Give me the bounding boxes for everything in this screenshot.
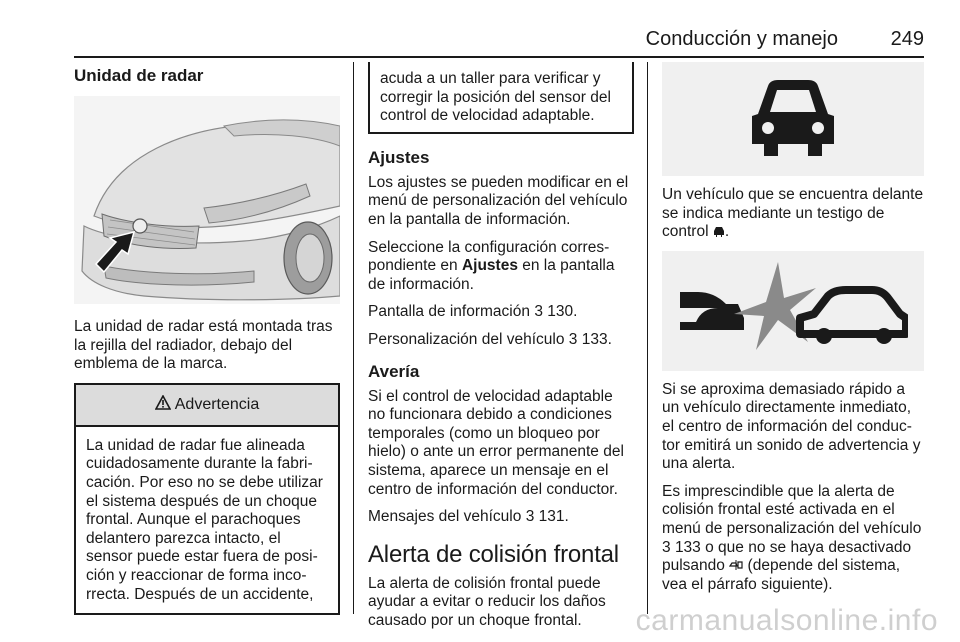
heading-ajustes: Ajustes xyxy=(368,147,430,167)
heading-averia: Avería xyxy=(368,361,420,381)
column-rule-right xyxy=(647,62,648,614)
averia-paragraph: Si el control de velocidad adaptable no funcionara debido a condiciones temporales (como un bloqueo por hielo) o ante un error permanente del sistema, aparece un mensaje en el centro de información del conductor. xyxy=(368,387,624,498)
warning-continued-text: acuda a un taller para verificar y corregir la posición del sensor del control de velocidad adaptable. xyxy=(380,70,611,125)
activation-text-c: (depende del sistema, vea el párrafo siguiente). xyxy=(662,557,901,593)
column-1 xyxy=(74,62,340,615)
ref-messages-page: 131. xyxy=(538,508,569,526)
ref-messages-text: Mensajes del vehículo xyxy=(368,508,522,526)
section-title: Conducción y manejo xyxy=(645,28,838,50)
ref-info-display-text: Pantalla de información xyxy=(368,303,530,321)
radar-caption: La unidad de radar está montada tras la rejilla del radiador, debajo del emblema de la marca. xyxy=(74,318,333,373)
ref-info-display[interactable] xyxy=(368,303,634,322)
warning-triangle-icon xyxy=(155,395,171,415)
ajustes-p2-pre: Seleccione la configuración correspondiente en xyxy=(368,238,610,275)
collision-icon xyxy=(678,258,908,363)
activation-ref-page: 133 xyxy=(674,538,701,556)
page-ref-arrow-icon: 3 xyxy=(525,508,535,526)
car-front-icon xyxy=(748,76,838,163)
ajustes-menu-term: Ajustes xyxy=(461,257,518,275)
column-rule-left xyxy=(353,62,354,614)
activation-text-a: Es imprescindible que la alerta de colisión frontal esté activada en el menú de personalización del vehículo xyxy=(662,482,922,537)
radar-unit-illustration xyxy=(74,96,340,304)
ref-vehicle-messages[interactable] xyxy=(368,508,634,527)
page-ref-arrow-icon: 3 xyxy=(662,538,671,556)
page-ref-arrow-icon: 3 xyxy=(534,303,543,321)
running-head xyxy=(74,24,924,58)
ref-vehicle-personalization[interactable] xyxy=(368,331,634,350)
alerta-paragraph: La alerta de colisión frontal puede ayudar a evitar o reducir los daños causado por un choque frontal. xyxy=(368,574,606,629)
car-front-radar-drawing xyxy=(74,96,340,304)
warning-box-continued xyxy=(368,62,634,134)
column-2 xyxy=(368,62,634,639)
ref-personalization-text: Personalización del vehículo xyxy=(368,330,565,348)
vehicle-ahead-pictogram xyxy=(662,62,924,176)
collision-pictogram xyxy=(662,251,924,371)
page-number: 249 xyxy=(890,28,924,50)
vehicle-ahead-icon xyxy=(713,223,725,240)
warning-title: Advertencia xyxy=(174,395,260,413)
ajustes-paragraph-2 xyxy=(368,239,634,295)
activation-text-b: o que no se haya desactivado pulsando xyxy=(662,538,912,575)
page-ref-arrow-icon: 3 xyxy=(568,330,578,348)
column-3 xyxy=(662,62,924,603)
approach-alert-paragraph: Si se aproxima demasiado rápido a un vehículo directamente inmediato, el centro de información del conductor emitirá un sonido de advertencia y una alerta. xyxy=(662,380,921,473)
warning-header xyxy=(76,385,338,427)
ajustes-p2-post: en la pantalla de información. xyxy=(368,257,615,293)
ref-info-display-page: 130. xyxy=(547,303,578,321)
fcw-button-icon xyxy=(729,557,743,574)
watermark: carmanualsonline.info xyxy=(635,604,938,637)
ref-personalization-page: 133. xyxy=(581,330,612,348)
warning-box xyxy=(74,383,340,615)
heading-radar-unit: Unidad de radar xyxy=(74,66,204,85)
vehicle-ahead-text: Un vehículo que se encuentra delante se indica mediante un testigo de control xyxy=(662,186,924,241)
warning-body xyxy=(76,427,338,604)
vehicle-ahead-paragraph: Un vehículo que se encuentra delante se indica mediante un testigo de control . xyxy=(662,186,924,241)
heading-alerta-colision: Alerta de colisión frontal xyxy=(368,540,619,568)
warning-text: La unidad de radar fue alineada cuidadosamente durante la fabricación. Por eso no se debe utilizar el sistema después de un choque frontal. Aunque el parachoques delantero parezca intacto, el sensor puede estar fuera de posición y reaccionar de forma incorrecta. Después de un accidente, xyxy=(86,436,323,603)
activation-paragraph xyxy=(662,483,924,595)
ajustes-paragraph-1: Los ajustes se pueden modificar en el menú de personalización del vehículo en la pantalla de información. xyxy=(368,173,629,228)
